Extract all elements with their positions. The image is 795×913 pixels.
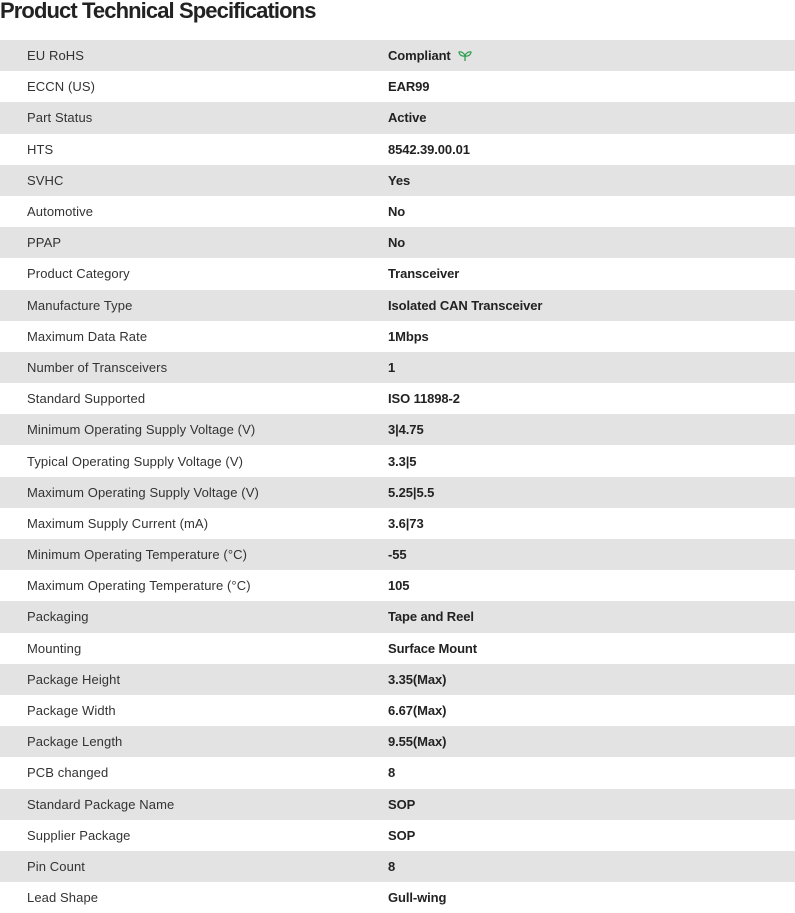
spec-row bbox=[0, 165, 795, 196]
spec-value-cell bbox=[388, 142, 795, 157]
spec-row bbox=[0, 633, 795, 664]
spec-value: 8 bbox=[388, 858, 396, 874]
spec-value-cell bbox=[388, 48, 795, 63]
spec-value-cell bbox=[388, 797, 795, 812]
spec-value: 3.6|73 bbox=[388, 515, 424, 531]
spec-value: 8 bbox=[388, 765, 396, 781]
spec-value-cell bbox=[388, 110, 795, 125]
spec-value: Yes bbox=[388, 172, 411, 188]
spec-value-cell bbox=[388, 391, 795, 406]
spec-label: Maximum Supply Current (mA) bbox=[27, 515, 209, 531]
spec-value: Active bbox=[388, 110, 427, 126]
spec-value: No bbox=[388, 235, 406, 251]
spec-row bbox=[0, 570, 795, 601]
spec-label: Packaging bbox=[27, 609, 89, 625]
spec-value: 3.3|5 bbox=[388, 453, 417, 469]
spec-label: Typical Operating Supply Voltage (V) bbox=[27, 453, 244, 469]
spec-value-cell bbox=[388, 578, 795, 593]
spec-value: 5.25|5.5 bbox=[388, 484, 435, 500]
spec-value: Gull-wing bbox=[388, 890, 447, 906]
spec-value-cell bbox=[388, 454, 795, 469]
spec-label: Number of Transceivers bbox=[27, 359, 168, 375]
spec-label: Part Status bbox=[27, 110, 93, 126]
spec-label: Mounting bbox=[27, 640, 82, 656]
spec-row bbox=[0, 258, 795, 289]
spec-label: Standard Supported bbox=[27, 391, 146, 407]
spec-value: SOP bbox=[388, 827, 416, 843]
page-title: Product Technical Specifications bbox=[0, 0, 316, 23]
spec-value-cell bbox=[388, 204, 795, 219]
spec-label: Manufacture Type bbox=[27, 297, 133, 313]
spec-value-cell bbox=[388, 266, 795, 281]
spec-label: Automotive bbox=[27, 204, 94, 220]
spec-value: 1Mbps bbox=[388, 328, 429, 344]
spec-value-cell bbox=[388, 703, 795, 718]
spec-label: Package Length bbox=[27, 734, 123, 750]
spec-value: Tape and Reel bbox=[388, 609, 474, 625]
spec-value: 8542.39.00.01 bbox=[388, 141, 470, 157]
spec-row bbox=[0, 352, 795, 383]
spec-label: PPAP bbox=[27, 235, 62, 251]
spec-row bbox=[0, 383, 795, 414]
spec-row bbox=[0, 227, 795, 258]
spec-value-cell bbox=[388, 173, 795, 188]
spec-label: PCB changed bbox=[27, 765, 109, 781]
spec-value-cell bbox=[388, 235, 795, 250]
spec-value-cell bbox=[388, 765, 795, 780]
spec-label: Package Height bbox=[27, 671, 121, 687]
spec-value-cell bbox=[388, 547, 795, 562]
spec-value-cell bbox=[388, 859, 795, 874]
spec-value-cell bbox=[388, 734, 795, 749]
spec-label: SVHC bbox=[27, 172, 64, 188]
spec-value-cell bbox=[388, 422, 795, 437]
spec-value: SOP bbox=[388, 796, 416, 812]
specifications-table bbox=[0, 40, 795, 913]
spec-value-cell bbox=[388, 485, 795, 500]
spec-value: 3.35(Max) bbox=[388, 671, 447, 687]
spec-row bbox=[0, 102, 795, 133]
spec-value: No bbox=[388, 204, 406, 220]
spec-value: 105 bbox=[388, 578, 410, 594]
spec-row bbox=[0, 508, 795, 539]
spec-value: 1 bbox=[388, 359, 396, 375]
spec-row bbox=[0, 477, 795, 508]
spec-label: Supplier Package bbox=[27, 827, 131, 843]
spec-row bbox=[0, 820, 795, 851]
spec-value: 9.55(Max) bbox=[388, 734, 447, 750]
spec-label: EU RoHS bbox=[27, 48, 85, 64]
leaf-icon bbox=[458, 50, 472, 62]
spec-value: 6.67(Max) bbox=[388, 703, 447, 719]
spec-label: Pin Count bbox=[27, 858, 85, 874]
spec-label: Minimum Operating Supply Voltage (V) bbox=[27, 422, 256, 438]
spec-row bbox=[0, 290, 795, 321]
spec-label: ECCN (US) bbox=[27, 79, 96, 95]
spec-value-cell bbox=[388, 360, 795, 375]
spec-label: Standard Package Name bbox=[27, 796, 175, 812]
spec-label: Minimum Operating Temperature (°C) bbox=[27, 547, 248, 563]
spec-value: 3|4.75 bbox=[388, 422, 424, 438]
spec-row bbox=[0, 445, 795, 476]
spec-value: Isolated CAN Transceiver bbox=[388, 297, 543, 313]
spec-value: EAR99 bbox=[388, 79, 430, 95]
spec-value: Compliant bbox=[388, 48, 451, 64]
spec-value-cell bbox=[388, 828, 795, 843]
spec-row bbox=[0, 851, 795, 882]
spec-row bbox=[0, 414, 795, 445]
spec-value-cell bbox=[388, 329, 795, 344]
spec-value-cell bbox=[388, 609, 795, 624]
spec-value-cell bbox=[388, 890, 795, 905]
spec-value-cell bbox=[388, 672, 795, 687]
spec-row bbox=[0, 726, 795, 757]
spec-label: Package Width bbox=[27, 703, 116, 719]
spec-label: Lead Shape bbox=[27, 890, 99, 906]
spec-label: Product Category bbox=[27, 266, 130, 282]
spec-row bbox=[0, 40, 795, 71]
spec-value: Transceiver bbox=[388, 266, 460, 282]
spec-row bbox=[0, 757, 795, 788]
spec-row bbox=[0, 601, 795, 632]
spec-row bbox=[0, 196, 795, 227]
spec-value-cell bbox=[388, 641, 795, 656]
spec-row bbox=[0, 789, 795, 820]
spec-row bbox=[0, 71, 795, 102]
spec-value: ISO 11898-2 bbox=[388, 391, 460, 407]
spec-label: Maximum Operating Supply Voltage (V) bbox=[27, 484, 259, 500]
spec-label: Maximum Operating Temperature (°C) bbox=[27, 578, 251, 594]
spec-value: -55 bbox=[388, 547, 407, 563]
spec-row bbox=[0, 539, 795, 570]
spec-row bbox=[0, 664, 795, 695]
spec-row bbox=[0, 882, 795, 913]
spec-value-cell bbox=[388, 298, 795, 313]
spec-row bbox=[0, 695, 795, 726]
spec-value-cell bbox=[388, 79, 795, 94]
spec-row bbox=[0, 134, 795, 165]
spec-label: HTS bbox=[27, 141, 54, 157]
spec-value: Surface Mount bbox=[388, 640, 477, 656]
spec-label: Maximum Data Rate bbox=[27, 328, 148, 344]
spec-value-cell bbox=[388, 516, 795, 531]
spec-row bbox=[0, 321, 795, 352]
